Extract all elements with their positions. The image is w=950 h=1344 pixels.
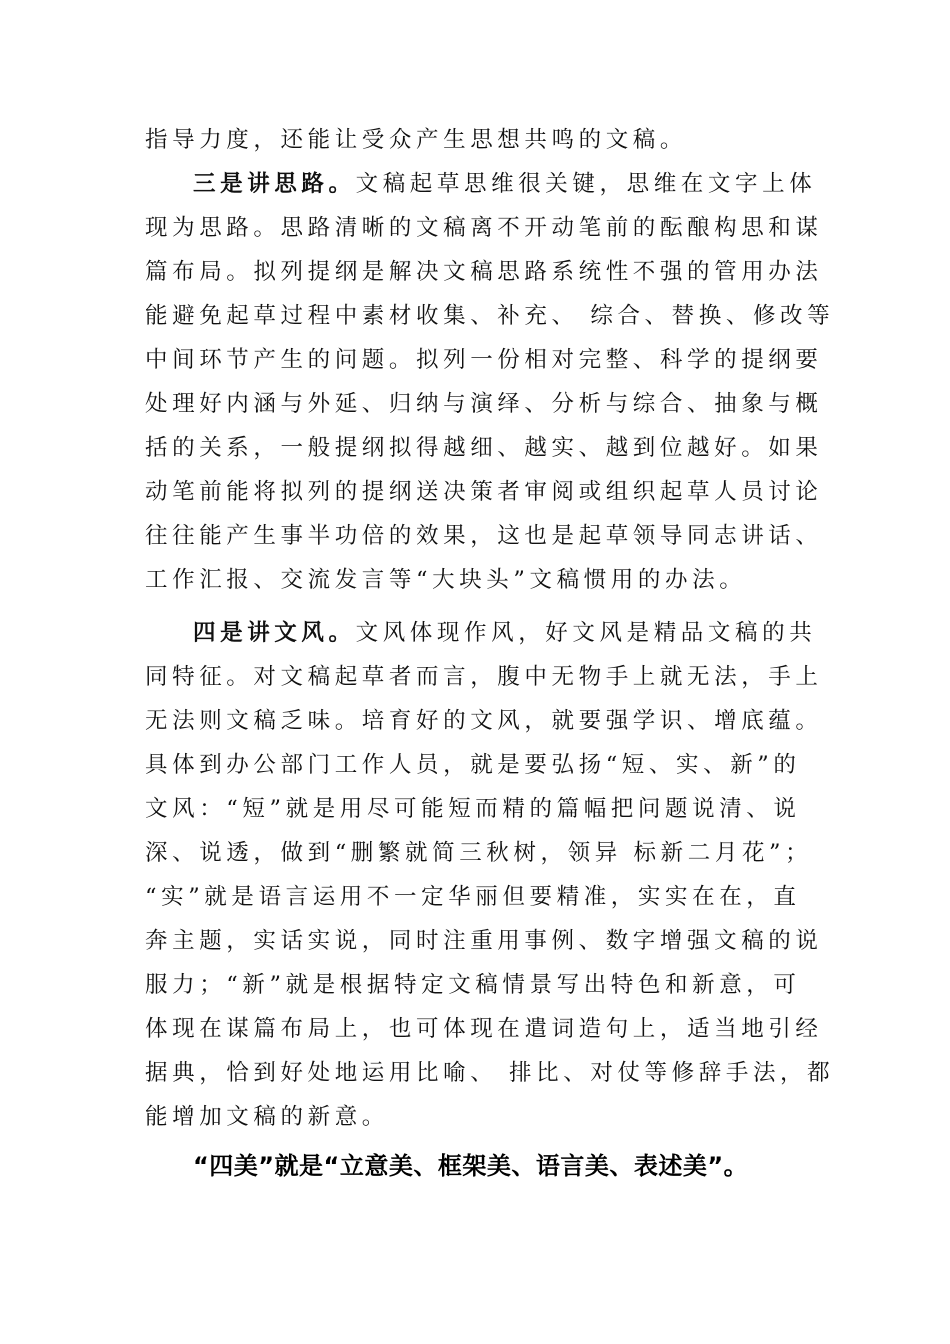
paragraph-4-first-line — [193, 616, 817, 650]
text-line: 体现在谋篇布局上，也可体现在遣词造句上，适当地引经 — [145, 1016, 823, 1042]
text-line: 深、说透，做到“删繁就简三秋树，领异 标新二月花”； — [145, 840, 813, 866]
text-line: 中间环节产生的问题。拟列一份相对完整、科学的提纲要 — [145, 347, 823, 373]
text-line: “实”就是语言运用不一定华丽但要精准，实实在在，直 — [145, 884, 801, 910]
text-line: 工作汇报、交流发言等“大块头”文稿惯用的办法。 — [145, 567, 747, 593]
text-line: 据典，恰到好处地运用比喻、 排比、对仗等修辞手法，都 — [145, 1060, 835, 1086]
text-line: 能增加文稿的新意。 — [145, 1104, 389, 1130]
text-line: 处理好内涵与外延、归纳与演绎、分析与综合、抽象与概 — [145, 391, 823, 417]
text-line: 括的关系，一般提纲拟得越细、越实、越到位越好。如果 — [145, 435, 823, 461]
closing-statement: “四美”就是“立意美、框架美、语言美、表述美”。 — [193, 1152, 749, 1180]
paragraph-4-lead: 四是讲文风。 — [193, 620, 356, 646]
text-line: 奔主题，实话实说，同时注重用事例、数字增强文稿的说 — [145, 928, 823, 954]
text-line: 往往能产生事半功倍的效果，这也是起草领导同志讲话、 — [145, 523, 823, 549]
text-line: 动笔前能将拟列的提纲送决策者审阅或组织起草人员讨论 — [145, 479, 823, 505]
text-line: 无法则文稿乏味。培育好的文风，就要强学识、增底蕴。 — [145, 708, 823, 734]
text-line: 具体到办公部门工作人员，就是要弘扬“短、实、新”的 — [145, 752, 801, 778]
paragraph-4-first-line-text: 文风体现作风，好文风是精品文稿的共 — [355, 620, 817, 646]
paragraph-3-first-line — [193, 167, 817, 201]
text-line: 文风：“短”就是用尽可能短而精的篇幅把问题说清、说 — [145, 796, 801, 822]
text-line: 同特征。对文稿起草者而言，腹中无物手上就无法，手上 — [145, 664, 823, 690]
paragraph-3-first-line-text: 文稿起草思维很关键，思维在文字上体 — [355, 171, 817, 197]
paragraph-3-lead: 三是讲思路。 — [193, 171, 356, 197]
text-line: 能避免起草过程中素材收集、补充、 综合、替换、修改等 — [145, 303, 835, 329]
text-line: 服力；“新”就是根据特定文稿情景写出特色和新意，可 — [145, 972, 801, 998]
text-line: 现为思路。思路清晰的文稿离不开动笔前的酝酿构思和谋 — [145, 215, 823, 241]
text-line: 指导力度，还能让受众产生思想共鸣的文稿。 — [145, 127, 688, 153]
text-line: 篇布局。拟列提纲是解决文稿思路系统性不强的管用办法 — [145, 259, 823, 285]
